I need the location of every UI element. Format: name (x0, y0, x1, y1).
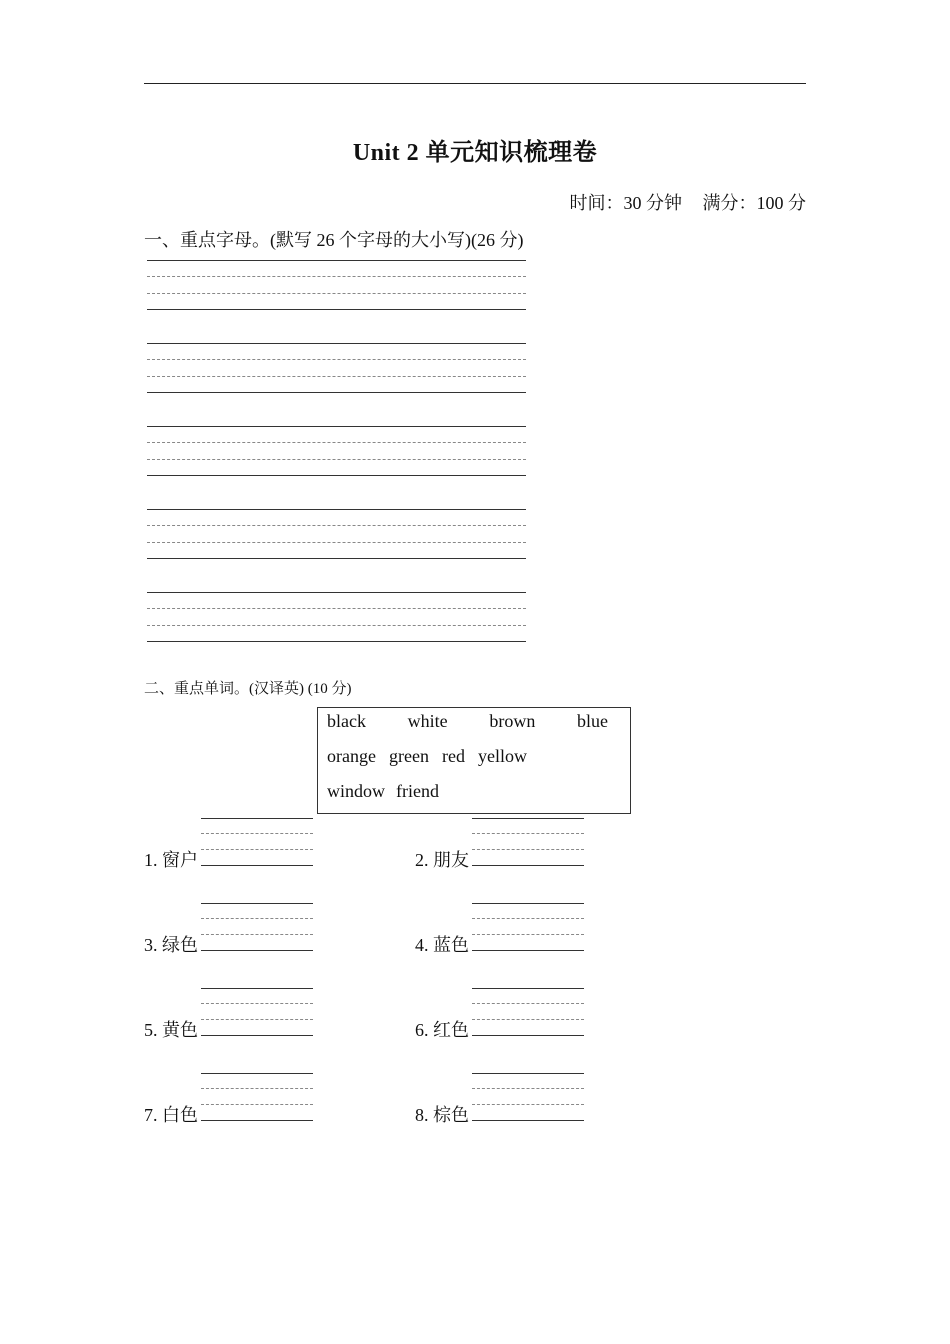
answer-lines[interactable] (472, 818, 584, 866)
vocab-item-label: 6. 红色 (415, 1020, 469, 1040)
word-bank-word: yellow (477, 746, 527, 766)
vocab-item-label: 3. 绿色 (144, 935, 198, 955)
word-bank-word: black (327, 711, 366, 731)
vocab-item-label: 8. 棕色 (415, 1105, 469, 1125)
vocab-item-label: 7. 白色 (144, 1105, 198, 1125)
vocab-item-label: 4. 蓝色 (415, 935, 469, 955)
word-bank (317, 707, 631, 814)
section1-heading: 一、重点字母。(默写 26 个字母的大小写)(26 分) (144, 230, 524, 250)
writing-lines[interactable] (147, 592, 526, 642)
word-bank-word: brown (489, 711, 536, 731)
answer-lines[interactable] (201, 903, 313, 951)
vocab-item-label: 2. 朋友 (415, 850, 469, 870)
answer-lines[interactable] (472, 1073, 584, 1121)
answer-lines[interactable] (201, 818, 313, 866)
writing-lines[interactable] (147, 426, 526, 476)
writing-lines[interactable] (147, 260, 526, 310)
header-rule (144, 83, 806, 84)
word-bank-word: green (388, 746, 429, 766)
writing-lines[interactable] (147, 509, 526, 559)
word-bank-word: red (441, 746, 465, 766)
vocab-item-label: 5. 黄色 (144, 1020, 198, 1040)
exam-score: 满分：100 分 (702, 193, 806, 213)
exam-meta (554, 189, 807, 215)
word-bank-word: window (327, 781, 385, 801)
answer-lines[interactable] (201, 1073, 313, 1121)
section2-heading: 二、重点单词。(汉译英) (10 分) (144, 681, 352, 697)
word-bank-word: blue (577, 711, 608, 731)
word-bank-word: white (407, 711, 448, 731)
writing-lines[interactable] (147, 343, 526, 393)
answer-lines[interactable] (201, 988, 313, 1036)
vocab-item-label: 1. 窗户 (144, 850, 198, 870)
answer-lines[interactable] (472, 988, 584, 1036)
word-bank-word: friend (396, 781, 439, 801)
exam-time: 时间：30 分钟 (569, 193, 682, 213)
page-title: Unit 2 单元知识梳理卷 (352, 140, 598, 166)
answer-lines[interactable] (472, 903, 584, 951)
word-bank-word: orange (327, 746, 376, 766)
